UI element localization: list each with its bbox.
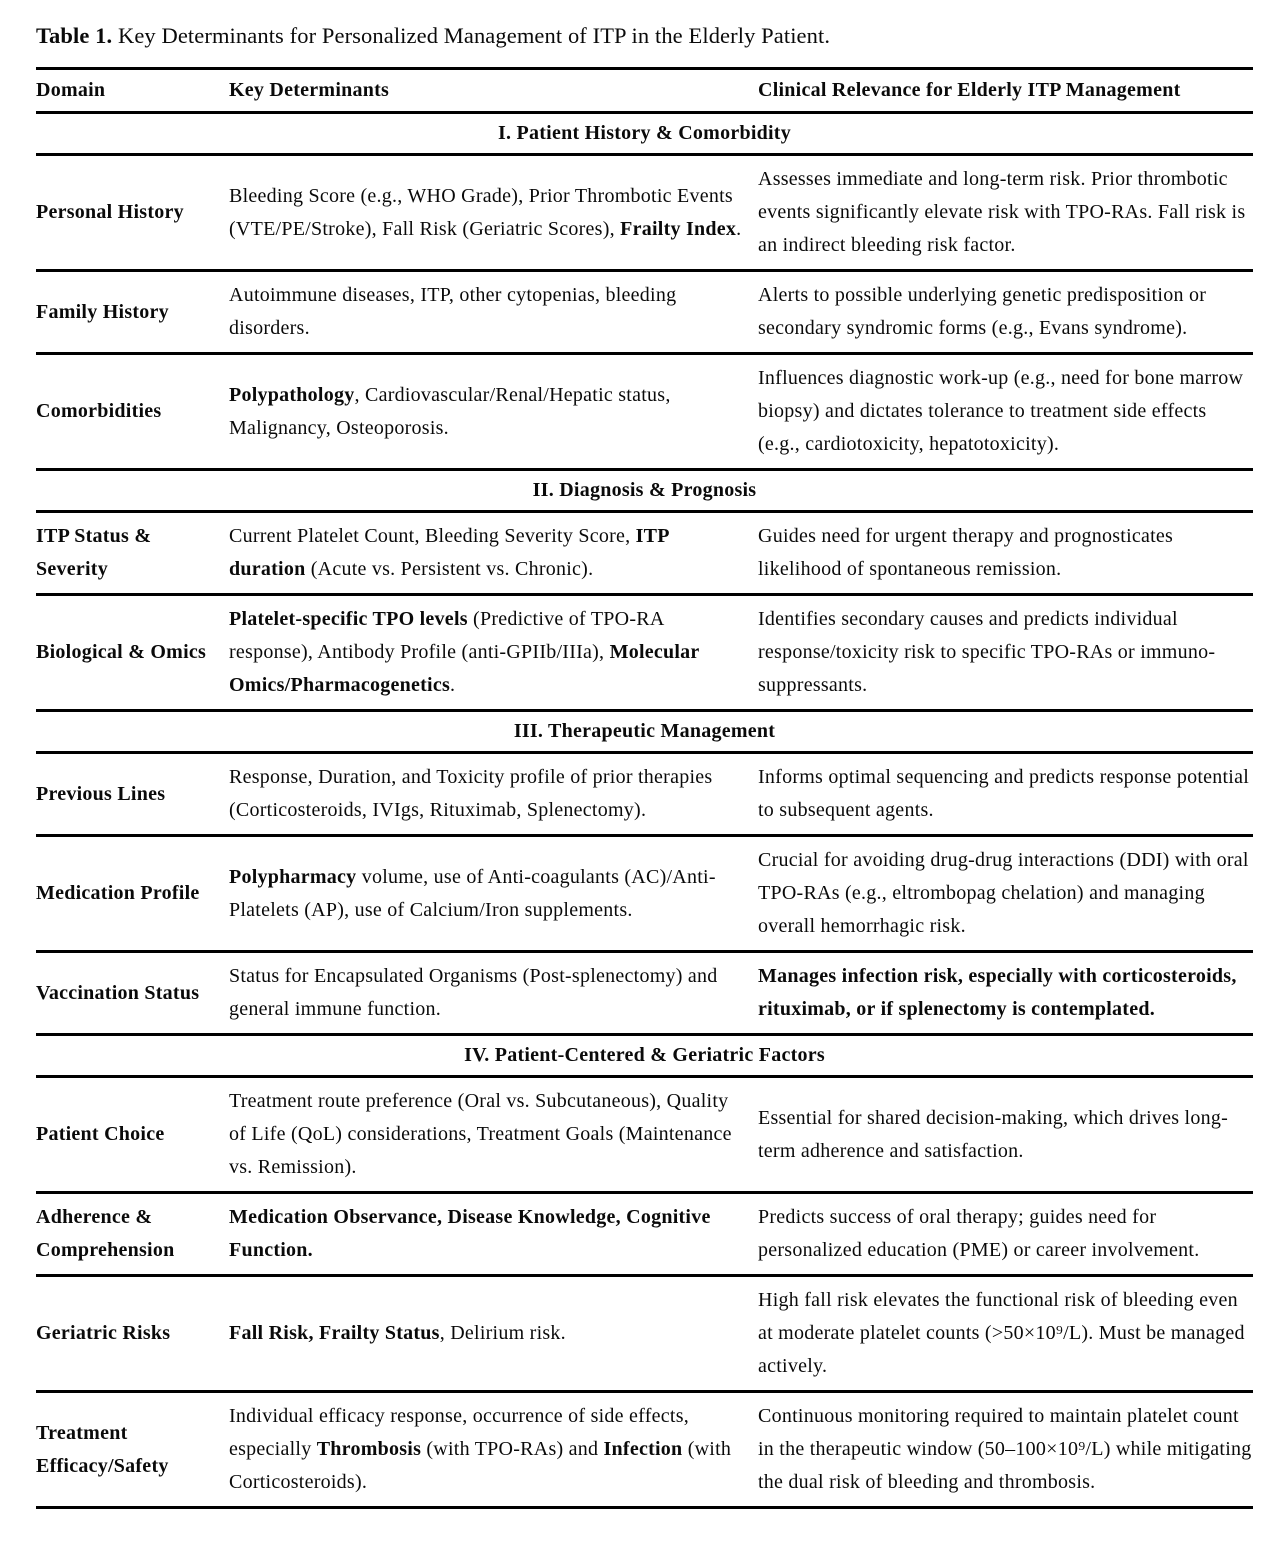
relevance-cell: Assesses immediate and long-term risk. Prior thrombotic events significantly elevate risk with TPO-RAs. Fall risk is an indirect bleeding risk factor.	[758, 155, 1253, 271]
domain-cell: Vaccination Status	[36, 952, 229, 1035]
section-header-row	[36, 470, 1253, 512]
determinants-cell: Fall Risk, Frailty Status, Delirium risk.	[229, 1276, 758, 1392]
determinants-cell: Status for Encapsulated Organisms (Post-splenectomy) and general immune function.	[229, 952, 758, 1035]
table-caption-label: Table 1.	[36, 23, 113, 48]
determinants-cell: Current Platelet Count, Bleeding Severity Score, ITP duration (Acute vs. Persistent vs. Chronic).	[229, 512, 758, 595]
section-header-row	[36, 711, 1253, 753]
col-header-clinical-relevance: Clinical Relevance for Elderly ITP Management	[758, 69, 1253, 113]
relevance-cell: Guides need for urgent therapy and prognosticates likelihood of spontaneous remission.	[758, 512, 1253, 595]
section-header-row	[36, 1035, 1253, 1077]
domain-cell: Biological & Omics	[36, 595, 229, 711]
domain-cell: Medication Profile	[36, 836, 229, 952]
domain-cell: Treatment Efficacy/Safety	[36, 1392, 229, 1508]
relevance-cell: Crucial for avoiding drug-drug interactions (DDI) with oral TPO-RAs (e.g., eltrombopag chelation) and managing overall hemorrhagic risk.	[758, 836, 1253, 952]
table-row	[36, 836, 1253, 952]
determinants-cell: Autoimmune diseases, ITP, other cytopenias, bleeding disorders.	[229, 271, 758, 354]
determinants-table	[36, 67, 1253, 1509]
domain-cell: Previous Lines	[36, 753, 229, 836]
section-header-therapeutic-management: III. Therapeutic Management	[36, 711, 1253, 753]
relevance-cell: Continuous monitoring required to maintain platelet count in the therapeutic window (50–100×10⁹/L) while mitigating the dual risk of bleeding and thrombosis.	[758, 1392, 1253, 1508]
table-row	[36, 1276, 1253, 1392]
domain-cell: Personal History	[36, 155, 229, 271]
relevance-cell: Influences diagnostic work-up (e.g., need for bone marrow biopsy) and dictates tolerance to treatment side effects (e.g., cardiotoxicity, hepatotoxicity).	[758, 354, 1253, 470]
relevance-cell: Informs optimal sequencing and predicts response potential to subsequent agents.	[758, 753, 1253, 836]
domain-cell: Patient Choice	[36, 1077, 229, 1193]
domain-cell: ITP Status & Severity	[36, 512, 229, 595]
section-header-row	[36, 113, 1253, 155]
domain-cell: Comorbidities	[36, 354, 229, 470]
table-row	[36, 1392, 1253, 1508]
determinants-cell: Individual efficacy response, occurrence of side effects, especially Thrombosis (with TPO-RAs) and Infection (with Corticosteroids).	[229, 1392, 758, 1508]
determinants-cell: Bleeding Score (e.g., WHO Grade), Prior Thrombotic Events (VTE/PE/Stroke), Fall Risk (Geriatric Scores), Frailty Index.	[229, 155, 758, 271]
domain-cell: Adherence & Comprehension	[36, 1193, 229, 1276]
relevance-cell: High fall risk elevates the functional risk of bleeding even at moderate platelet counts (>50×10⁹/L). Must be managed actively.	[758, 1276, 1253, 1392]
relevance-cell: Identifies secondary causes and predicts individual response/toxicity risk to specific TPO-RAs or immuno-suppressants.	[758, 595, 1253, 711]
determinants-cell: Polypathology, Cardiovascular/Renal/Hepatic status, Malignancy, Osteoporosis.	[229, 354, 758, 470]
col-header-key-determinants: Key Determinants	[229, 69, 758, 113]
determinants-cell: Response, Duration, and Toxicity profile of prior therapies (Corticosteroids, IVIgs, Rituximab, Splenectomy).	[229, 753, 758, 836]
table-caption-text: Key Determinants for Personalized Management of ITP in the Elderly Patient.	[112, 23, 831, 48]
section-header-patient-history: I. Patient History & Comorbidity	[36, 113, 1253, 155]
determinants-cell: Medication Observance, Disease Knowledge, Cognitive Function.	[229, 1193, 758, 1276]
domain-cell: Geriatric Risks	[36, 1276, 229, 1392]
relevance-cell: Essential for shared decision-making, which drives long-term adherence and satisfaction.	[758, 1077, 1253, 1193]
table-row	[36, 1077, 1253, 1193]
section-header-patient-centered: IV. Patient-Centered & Geriatric Factors	[36, 1035, 1253, 1077]
table-row	[36, 271, 1253, 354]
relevance-cell: Predicts success of oral therapy; guides need for personalized education (PME) or career involvement.	[758, 1193, 1253, 1276]
domain-cell: Family History	[36, 271, 229, 354]
relevance-cell: Manages infection risk, especially with corticosteroids, rituximab, or if splenectomy is contemplated.	[758, 952, 1253, 1035]
table-row	[36, 1193, 1253, 1276]
table-row	[36, 952, 1253, 1035]
table-row	[36, 354, 1253, 470]
table-row	[36, 753, 1253, 836]
determinants-cell: Platelet-specific TPO levels (Predictive of TPO-RA response), Antibody Profile (anti-GPIIb/IIIa), Molecular Omics/Pharmacogenetics.	[229, 595, 758, 711]
relevance-cell: Alerts to possible underlying genetic predisposition or secondary syndromic forms (e.g., Evans syndrome).	[758, 271, 1253, 354]
col-header-domain: Domain	[36, 69, 229, 113]
table-row	[36, 595, 1253, 711]
determinants-cell: Polypharmacy volume, use of Anti-coagulants (AC)/Anti-Platelets (AP), use of Calcium/Iron supplements.	[229, 836, 758, 952]
header-row	[36, 69, 1253, 113]
table-caption	[36, 22, 1253, 50]
table-row	[36, 155, 1253, 271]
section-header-diagnosis-prognosis: II. Diagnosis & Prognosis	[36, 470, 1253, 512]
table-row	[36, 512, 1253, 595]
determinants-cell: Treatment route preference (Oral vs. Subcutaneous), Quality of Life (QoL) considerations, Treatment Goals (Maintenance vs. Remission).	[229, 1077, 758, 1193]
